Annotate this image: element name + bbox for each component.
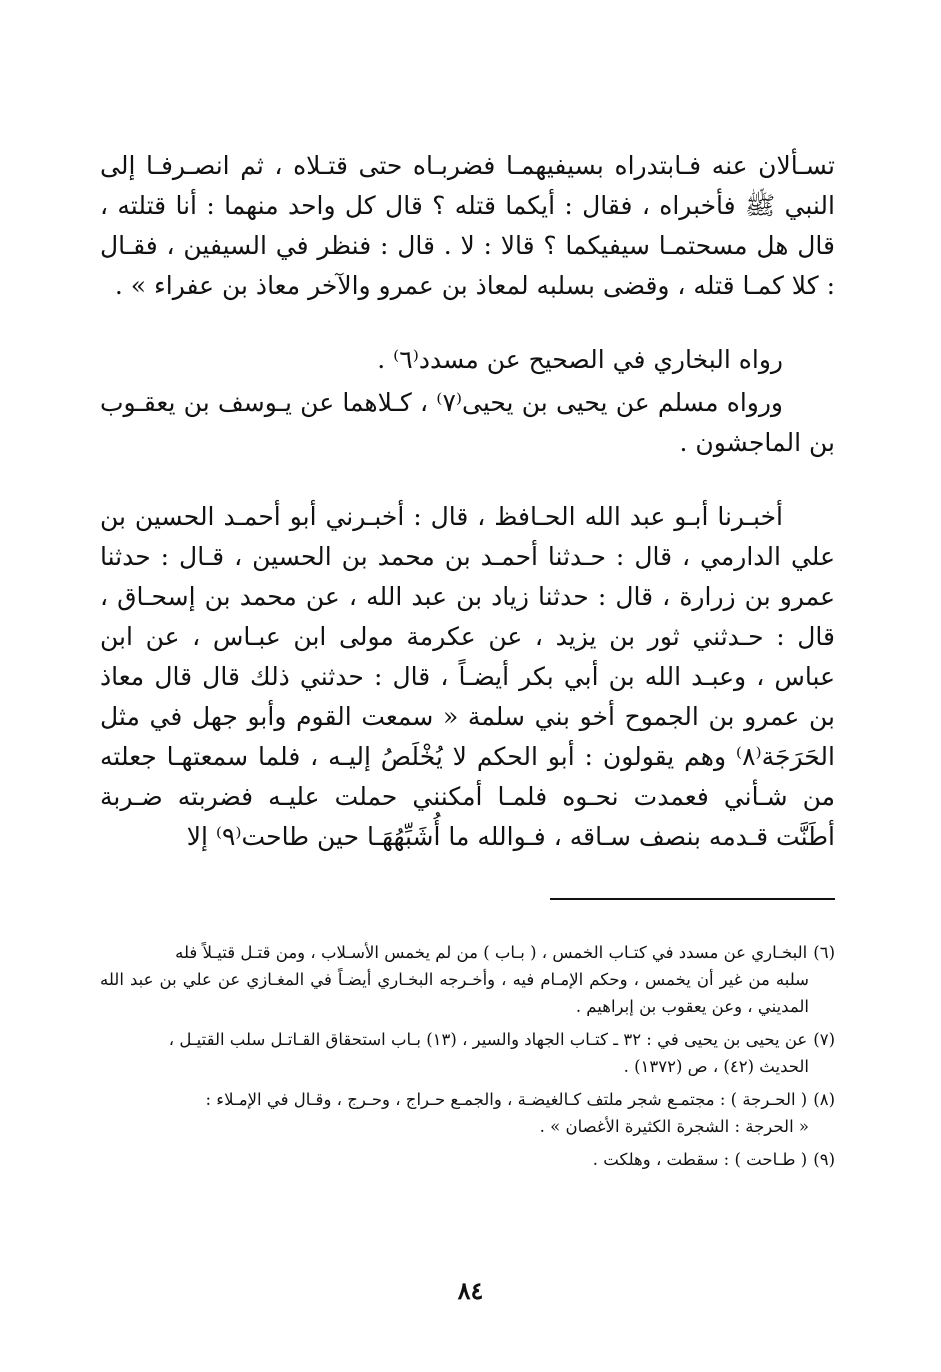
footnote-continuation: سلبه من غير أن يخمس ، وحكم الإمـام فيه ، وأخـرجه البخـاري أيضـاً في المغـازي عن علي بن عبد الله المديني ، وعن يعقوب بن إبراهيم . <box>100 970 809 1016</box>
footnote-text: ( الحـرجة ) : مجتمـع شجر ملتف كـالغيضـة ، والجمـع حـراج ، وحـرج ، وقـال في الإمـلاء : <box>205 1090 808 1109</box>
paragraph-muslim-narration: ورواه مسلم عن يحيى بن يحيى⁽٧⁾ ، كـلاهما عن يـوسف بن يعقـوب بن الماجشون . <box>100 388 835 457</box>
main-text <box>100 146 835 857</box>
footnote-number: (٦) <box>813 943 835 962</box>
paragraph-new-isnad: أخبـرنا أبـو عبد الله الحـافظ ، قال : أخبـرني أبو أحمـد الحسين بن علي الدارمي ، قال : حـدثنا أحمـد بن محمد بن الحسين ، قـال : حدثنا عمرو بن زرارة ، قال : حدثنا زياد بن عبد الله ، عن محمد بن إسحـاق ، قال : حـدثني ثور بن يزيد ، عن عكرمة مولى ابن عبـاس ، عن ابن عباس ، وعبـد الله بن أبي بكر أيضـاً ، قال : حدثني ذلك قال قال معاذ بن عمرو بن الجموح أخو بني سلمة « سمعت القوم وأبو جهل في مثل الحَرَجَة⁽٨⁾ وهم يقولون : أبو الحكم لا يُخْلَصُ إليـه ، فلما سمعتهـا جعلته من شـأني فعمدت نحـوه فلمـا أمكنني حملت عليـه فضربته ضـربة أطَنَّت قـدمه بنصف سـاقه ، فـوالله ما أُشَبِّهُهَـا حين طاحت⁽٩⁾ إلا <box>100 502 835 851</box>
footnote-8 <box>100 1086 835 1140</box>
page-number: ٨٤ <box>457 1276 484 1305</box>
paragraph-hadith-end: تسـألان عنه فـابتدراه بسيفيهمـا فضربـاه حتى قتـلاه ، ثم انصـرفـا إلى النبي ﷺ فأخبراه ، فقال : أيكما قتله ؟ قال كل واحد منهما : أنا قتلته ، قال هل مسحتمـا سيفيكما ؟ قالا : لا . قال : فنظر في السيفين ، فقـال : كلا كمـا قتله ، وقضى بسلبه لمعاذ بن عمرو والآخر معاذ بن عفراء » . <box>100 151 835 300</box>
footnote-9 <box>100 1146 835 1173</box>
footnotes <box>100 939 835 1179</box>
footnote-separator <box>550 898 835 900</box>
paragraph-bukhari-narration: رواه البخاري في الصحيح عن مسدد⁽٦⁾ . <box>377 345 783 374</box>
footnote-text: عن يحيى بن يحيى في : ٣٢ ـ كتـاب الجهاد والسير ، (١٣) بـاب استحقاق القـاتـل سلب القتيـل ، <box>168 1030 808 1049</box>
footnote-text: ( طـاحت ) : سقطت ، وهلكت . <box>592 1150 808 1169</box>
footnote-number: (٩) <box>813 1150 835 1169</box>
footnote-number: (٧) <box>813 1030 835 1049</box>
footnote-number: (٨) <box>813 1090 835 1109</box>
footnote-continuation: « الحرجة : الشجرة الكثيرة الأغصان » . <box>539 1117 809 1136</box>
footnote-6 <box>100 939 835 1020</box>
footnote-7 <box>100 1026 835 1080</box>
footnote-text: البخـاري عن مسدد في كتـاب الخمس ، ( بـاب ) من لم يخمس الأسـلاب ، ومن قتـل قتيـلاً فله <box>175 943 808 962</box>
footnote-continuation: الحديث (٤٢) ، ص (١٣٧٢) . <box>623 1057 809 1076</box>
